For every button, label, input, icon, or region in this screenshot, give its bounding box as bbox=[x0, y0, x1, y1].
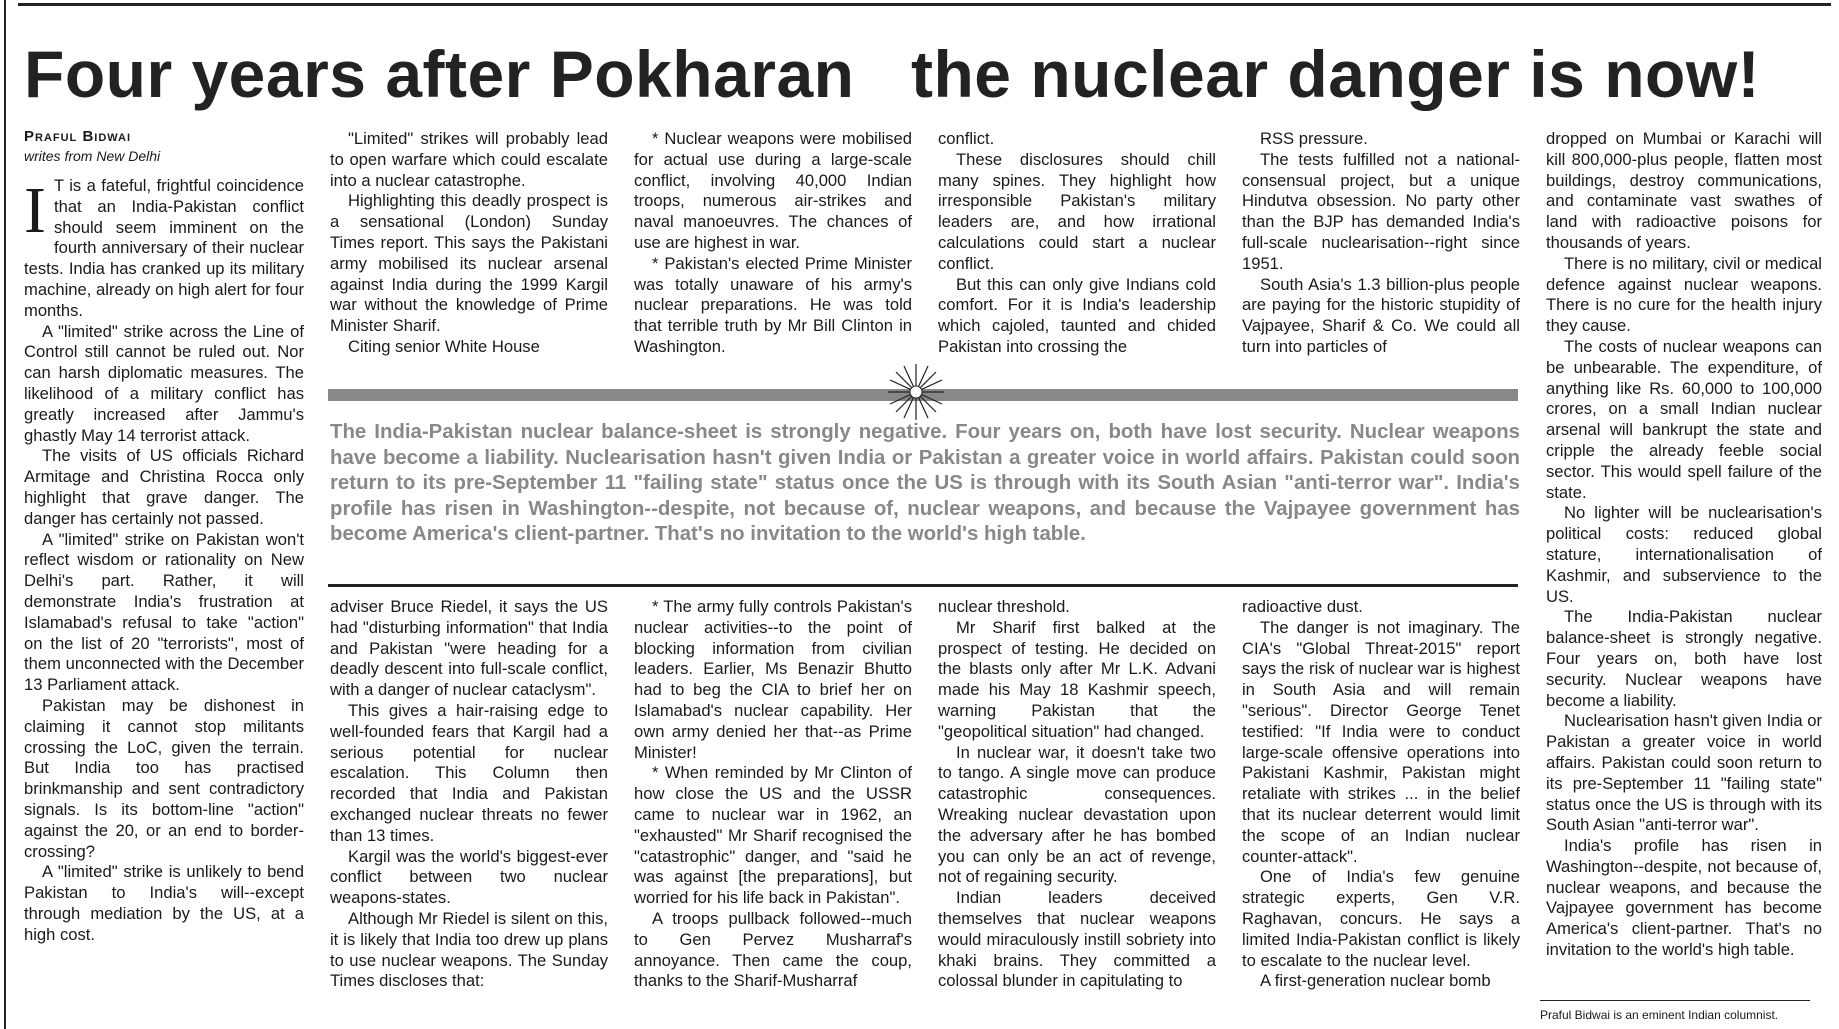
column-4-top bbox=[938, 129, 1216, 358]
paragraph: The visits of US officials Richard Armitage and Christina Rocca only highlight that grave danger. The danger has certainly not passed. bbox=[24, 446, 304, 528]
paragraph: But this can only give Indians cold comfort. For it is India's leadership which cajoled, taunted and chided Pakistan into crossing the bbox=[938, 274, 1216, 356]
starburst-icon bbox=[886, 362, 946, 422]
column-2-top bbox=[330, 129, 608, 358]
paragraph: A "limited" strike across the Line of Control still cannot be ruled out. Nor can harsh diplomatic measures. The likelihood of a military conflict has greatly increased after Jammu's ghastly May 14 terrorist attack. bbox=[24, 321, 304, 445]
paragraph: There is no military, civil or medical defence against nuclear weapons. There is no cure for the health injury they cause. bbox=[1546, 253, 1822, 336]
dateline: writes from New Delhi bbox=[24, 148, 161, 164]
left-border bbox=[4, 0, 6, 1029]
paragraph: dropped on Mumbai or Karachi will kill 800,000-plus people, flatten most buildings, destroy communications, and contaminate vast swathes of land with radioactive poisons for thousands of years. bbox=[1546, 129, 1822, 252]
drop-cap: I bbox=[24, 174, 46, 247]
paragraph: One of India's few genuine strategic experts, Gen V.R. Raghavan, concurs. He says a limited India-Pakistan conflict is likely to escalate to the nuclear level. bbox=[1242, 867, 1520, 970]
paragraph: Citing senior White House bbox=[348, 336, 540, 356]
paragraph: This gives a hair-raising edge to well-founded fears that Kargil had a serious potential for nuclear escalation. This Column then recorded that India and Pakistan exchanged nuclear threats no fewer than 13 times. bbox=[330, 700, 608, 845]
paragraph: Nuclearisation hasn't given India or Pakistan a greater voice in world affairs. Pakistan could soon return to its pre-September 11 "failing state" status once the US is through with its South Asian "anti-terror war". bbox=[1546, 711, 1822, 835]
headline: Four years after Pokharan the nuclear danger is now! bbox=[24, 37, 1761, 111]
paragraph: Pakistan may be dishonest in claiming it cannot stop militants crossing the LoC, given the terrain. But India too has practised brinkmanship and sent contradictory signals. Is its bottom-line "action" against the 20, or an end to border-crossing? bbox=[24, 695, 304, 861]
paragraph: Although Mr Riedel is silent on this, it is likely that India too drew up plans to use nuclear weapons. The Sunday Times discloses that: bbox=[330, 908, 608, 991]
paragraph: A troops pullback followed--much to Gen Pervez Musharraf's annoyance. Then came the coup, thanks to the Sharif-Musharraf bbox=[634, 908, 912, 991]
paragraph: Indian leaders deceived themselves that nuclear weapons would miraculously instill sobriety into khaki brains. They committed a colossal blunder in capitulating to bbox=[938, 888, 1216, 991]
top-rule bbox=[18, 3, 1831, 6]
paragraph: The danger is not imaginary. The CIA's "Global Threat-2015" report says the risk of nuclear war is highest in South Asia and will remain "serious". Director George Tenet testified: "If India were to conduct large-scale offensive operations into Pakistani Kashmir, Pakistan might retaliate with strikes ... in the belief that its nuclear deterrent would limit the scope of an Indian nuclear counter-attack". bbox=[1242, 617, 1520, 866]
paragraph: In nuclear war, it doesn't take two to tango. A single move can produce catastrophic consequences. Wreaking nuclear devastation upon the adversary after he has bombed you can only be an act of revenge, not of regaining security. bbox=[938, 742, 1216, 887]
column-5-top bbox=[1242, 129, 1520, 358]
column-6 bbox=[1546, 129, 1822, 961]
paragraph: * When reminded by Mr Clinton of how close the US and the USSR came to nuclear war in 1962, an "exhausted" Mr Sharif recognised the "catastrophic" danger, and "said he was against [the preparations], but worried for his life back in Pakistan". bbox=[634, 763, 912, 908]
paragraph: A "limited" strike on Pakistan won't reflect wisdom or rationality on New Delhi's part. Rather, it will demonstrate India's frustration at Islamabad's refusal to take "action" on the list of 20 "terrorists", most of them unconnected with the December 13 Parliament attack. bbox=[24, 529, 304, 695]
paragraph: * The army fully controls Pakistan's nuclear activities--to the point of blocking information from civilian leaders. Earlier, Ms Benazir Bhutto had to beg the CIA to brief her on Islamabad's nuclear capability. Her own army denied her that--as Prime Minister! bbox=[634, 597, 912, 762]
paragraph: radioactive dust. bbox=[1242, 597, 1363, 616]
paragraph: Mr Sharif first balked at the prospect of testing. He decided on the blasts only after Mr L.K. Advani made his May 18 Kashmir speech, warning Pakistan that the "geopolitical situation" had changed. bbox=[938, 617, 1216, 741]
paragraph: A first-generation nuclear bomb bbox=[1260, 971, 1491, 991]
paragraph: nuclear threshold. bbox=[938, 597, 1070, 616]
paragraph: India's profile has risen in Washington--despite, not because of, nuclear weapons, and because the Vajpayee government has become America's client-partner. That's no invitation to the world's high table. bbox=[1546, 836, 1822, 960]
paragraph: Kargil was the world's biggest-ever conflict between two nuclear weapons-states. bbox=[330, 846, 608, 908]
paragraph: South Asia's 1.3 billion-plus people are paying for the historic stupidity of Vajpayee, Sharif & Co. We could all turn into particles of bbox=[1242, 274, 1520, 356]
column-4-bottom bbox=[938, 597, 1216, 992]
paragraph: The India-Pakistan nuclear balance-sheet is strongly negative. Four years on, both have lost security. Nuclear weapons have become a liability. bbox=[1546, 607, 1822, 710]
paragraph: No lighter will be nuclearisation's political costs: reduced global stature, internationalisation of Kashmir, and subservience to the US. bbox=[1546, 503, 1822, 606]
paragraph: Highlighting this deadly prospect is a sensational (London) Sunday Times report. This says the Pakistani army mobilised its nuclear arsenal against India during the 1999 Kargil war without the knowledge of Prime Minister Sharif. bbox=[330, 191, 608, 336]
column-1 bbox=[24, 176, 304, 945]
author-credit: Praful Bidwai is an eminent Indian columnist. bbox=[1540, 1008, 1779, 1022]
paragraph: The costs of nuclear weapons can be unbearable. The expenditure, of anything like Rs. 60,000 to 100,000 crores, on a small Indian nuclear arsenal will bankrupt the state and cripple the already feeble social sector. This would spell failure of the state. bbox=[1546, 336, 1822, 502]
byline: Praful Bidwai bbox=[24, 128, 132, 145]
paragraph: conflict. bbox=[938, 129, 995, 148]
paragraph: The tests fulfilled not a national-consensual project, but a unique Hindutva obsession. No party other than the BJP has demanded India's full-scale nuclearisation--right since 1951. bbox=[1242, 149, 1520, 273]
paragraph: RSS pressure. bbox=[1260, 129, 1368, 148]
credit-rule bbox=[1540, 1000, 1810, 1001]
column-3-top bbox=[634, 129, 912, 358]
paragraph: * Nuclear weapons were mobilised for actual use during a large-scale conflict, involving 40,000 Indian troops, numerous air-strikes and naval manoeuvres. The chances of use are highest in war. bbox=[634, 129, 912, 252]
pull-quote: The India-Pakistan nuclear balance-sheet is strongly negative. Four years on, both have lost security. Nuclear weapons have become a liability. Nuclearisation hasn't given India or Pakistan a greater voice in world affairs. Pakistan could soon return to its pre-September 11 "failing state" status once the US is through with its South Asian "anti-terror war". India's profile has risen in Washington--despite, not because of, nuclear weapons, and because the Vajpayee government has become America's client-partner. That's no invitation to the world's high table. bbox=[330, 421, 1520, 545]
column-3-bottom bbox=[634, 597, 912, 992]
paragraph: I T is a fateful, frightful coincidence that an India-Pakistan conflict should seem imminent on the fourth anniversary of their nuclear tests. India has cranked up its military machine, already on high alert for four months. bbox=[24, 174, 304, 320]
paragraph: * Pakistan's elected Prime Minister was totally unaware of his army's nuclear preparations. He was told that terrible truth by Mr Bill Clinton in Washington. bbox=[634, 253, 912, 356]
column-2-bottom bbox=[330, 597, 608, 992]
column-5-bottom bbox=[1242, 597, 1520, 992]
paragraph: A "limited" strike is unlikely to bend Pakistan to India's will--except through mediation by the US, at a high cost. bbox=[24, 862, 304, 944]
paragraph: These disclosures should chill many spines. They highlight how irresponsible Pakistan's military leaders are, and how irrational calculations could start a nuclear conflict. bbox=[938, 149, 1216, 273]
paragraph: "Limited" strikes will probably lead to open warfare which could escalate into a nuclear catastrophe. bbox=[330, 129, 608, 190]
paragraph: adviser Bruce Riedel, it says the US had "disturbing information" that India and Pakistan "were heading for a deadly descent into full-scale conflict, with a danger of nuclear cataclysm". bbox=[330, 597, 608, 700]
pull-quote-rule-bottom bbox=[328, 584, 1518, 587]
